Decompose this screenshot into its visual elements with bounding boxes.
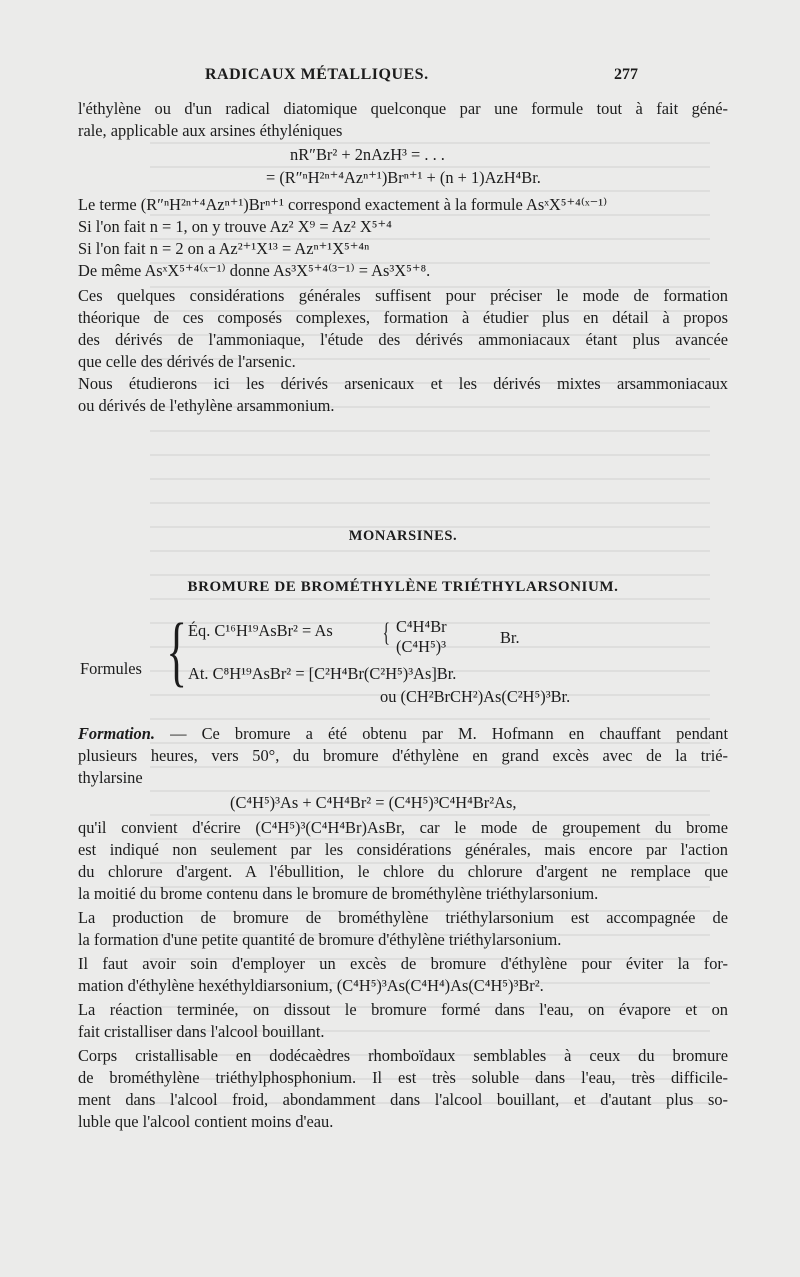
equation-line: = (R″ⁿH²ⁿ⁺⁴Azⁿ⁺¹)Brⁿ⁺¹ + (n + 1)AzH⁴Br.	[266, 168, 541, 187]
formulas-brace: {	[166, 607, 188, 694]
text-line: La production de bromure de brométhylène triéthylarsonium est accompagnée de	[78, 908, 728, 927]
formula-ou: ou (CH²BrCH²)As(C²H⁵)³Br.	[380, 687, 571, 706]
page-number: 277	[614, 66, 638, 83]
formation-label: Formation.	[78, 724, 155, 743]
text-line	[78, 723, 728, 745]
text-line: De même AsˣX⁵⁺⁴⁽ˣ⁻¹⁾ donne As³X⁵⁺⁴⁽³⁻¹⁾ = As³X⁵⁺⁸.	[78, 261, 431, 280]
text-line: Ces quelques considérations générales suffisent pour préciser le mode de formation	[78, 286, 728, 305]
text-line: thylarsine	[78, 768, 143, 787]
text-line: Corps cristallisable en dodécaèdres rhomboïdaux semblables à ceux du bromure	[78, 1046, 728, 1065]
text-line: des dérivés de l'ammoniaque, l'étude des dérivés ammoniacaux étant plus avancée	[78, 330, 728, 349]
text-line: Si l'on fait n = 1, on y trouve Az² X⁹ = Az² X⁵⁺⁴	[78, 217, 392, 236]
eq-brace: {	[382, 618, 390, 647]
text-line: fait cristalliser dans l'alcool bouillant.	[78, 1022, 325, 1041]
equation-line: (C⁴H⁵)³As + C⁴H⁴Br² = (C⁴H⁵)³C⁴H⁴Br²As,	[230, 793, 517, 812]
formula-eq: Éq. C¹⁶H¹⁹AsBr² = As	[188, 621, 333, 640]
text-line: théorique de ces composés complexes, formation à étudier plus en détail à propos	[78, 308, 728, 327]
text-line: Il faut avoir soin d'employer un excès de bromure d'éthylène pour éviter la for-	[78, 954, 728, 973]
formula-eq-r1: C⁴H⁴Br	[396, 617, 447, 636]
text-line: Si l'on fait n = 2 on a Az²⁺¹X¹³ = Azⁿ⁺¹X⁵⁺⁴ⁿ	[78, 239, 370, 258]
text-line: ou dérivés de l'ethylène arsammonium.	[78, 396, 335, 415]
text-line: mation d'éthylène hexéthyldiarsonium, (C⁴H⁵)³As(C⁴H⁴)As(C⁴H⁵)³Br².	[78, 976, 544, 995]
text-line: luble que l'alcool contient moins d'eau.	[78, 1112, 334, 1131]
text-line: Nous étudierons ici les dérivés arsenicaux et les dérivés mixtes arsammoniacaux	[78, 374, 728, 393]
text-line: du chlorure d'argent. A l'ébullition, le chlore du chlorure d'argent ne remplace que	[78, 862, 728, 881]
section-title: MONARSINES.	[348, 528, 458, 544]
text-line: la moitié du brome contenu dans le bromure de brométhylène triéthylarsonium.	[78, 884, 599, 903]
running-header: RADICAUX MÉTALLIQUES.	[205, 66, 429, 83]
text-line: plusieurs heures, vers 50°, du bromure d'éthylène en grand excès avec de la trié-	[78, 746, 728, 765]
text-span: — Ce bromure a été obtenu par M. Hofmann en chauffant pendant	[154, 724, 728, 743]
text-line: l'éthylène ou d'un radical diatomique quelconque par une formule tout à fait géné-	[78, 99, 728, 118]
compound-title: BROMURE DE BROMÉTHYLÈNE TRIÉTHYLARSONIUM.	[187, 579, 619, 595]
text-line: est indiqué non seulement par les considérations générales, mais encore par l'action	[78, 840, 728, 859]
equation-line: nR″Br² + 2nAzH³ = . . .	[290, 145, 445, 164]
text-line: Le terme (R″ⁿH²ⁿ⁺⁴Azⁿ⁺¹)Brⁿ⁺¹ correspond exactement à la formule AsˣX⁵⁺⁴⁽ˣ⁻¹⁾	[78, 195, 608, 214]
text-line: la formation d'une petite quantité de bromure d'éthylène triéthylarsonium.	[78, 930, 562, 949]
text-block	[78, 0, 728, 1277]
formula-eq-br: Br.	[500, 628, 520, 647]
formula-at: At. C⁸H¹⁹AsBr² = [C²H⁴Br(C²H⁵)³As]Br.	[188, 664, 457, 683]
text-line: que celle des dérivés de l'arsenic.	[78, 352, 296, 371]
text-line: ment dans l'alcool froid, abondamment dans l'alcool bouillant, et d'autant plus so-	[78, 1090, 728, 1109]
text-line: de brométhylène triéthylphosphonium. Il est très soluble dans l'eau, très difficile-	[78, 1068, 728, 1087]
formula-eq-r2: (C⁴H⁵)³	[396, 637, 447, 656]
text-line: La réaction terminée, on dissout le bromure formé dans l'eau, on évapore et on	[78, 1000, 728, 1019]
text-line: qu'il convient d'écrire (C⁴H⁵)³(C⁴H⁴Br)AsBr, car le mode de groupement du brome	[78, 818, 728, 837]
text-line: rale, applicable aux arsines éthyléniques	[78, 121, 343, 140]
formulas-label: Formules	[80, 659, 142, 678]
